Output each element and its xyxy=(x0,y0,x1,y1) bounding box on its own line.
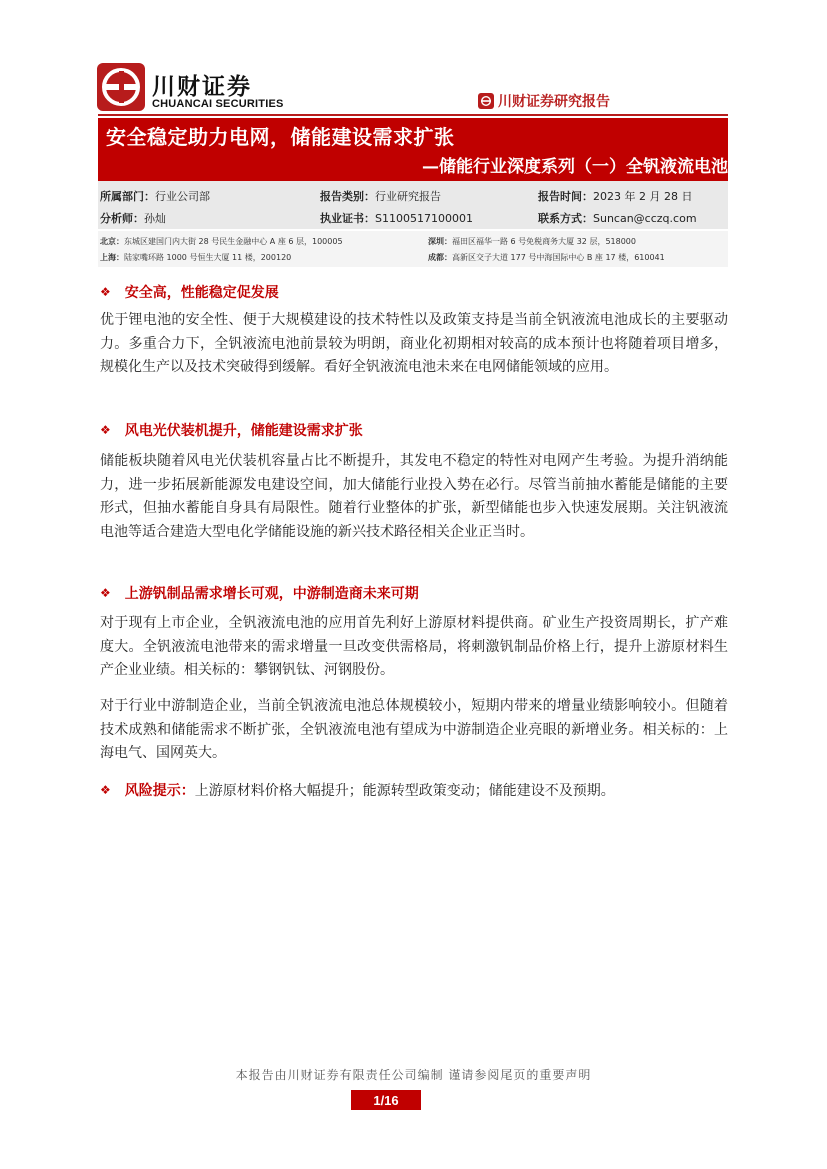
address-beijing xyxy=(100,236,343,247)
meta-dept xyxy=(100,188,210,204)
meta-contact-value: Suncan@cczq.com xyxy=(593,212,697,225)
report-subtitle: —储能行业深度系列（一）全钒液流电池 xyxy=(422,157,728,177)
company-name-cn: 川财证券 xyxy=(152,74,252,100)
meta-date-label: 报告时间： xyxy=(538,190,593,203)
address-shanghai-text: 陆家嘴环路 1000 号恒生大厦 11 楼，200120 xyxy=(124,253,292,262)
meta-date xyxy=(538,188,692,204)
address-beijing-text: 东城区建国门内大街 28 号民生金融中心 A 座 6 层，100005 xyxy=(124,237,343,246)
diamond-bullet-icon: ❖ xyxy=(100,285,111,299)
meta-type xyxy=(320,188,441,204)
meta-contact xyxy=(538,210,697,226)
meta-cert-label: 执业证书： xyxy=(320,212,375,225)
diamond-bullet-icon: ❖ xyxy=(100,423,111,437)
section-paragraph: 储能板块随着风电光伏装机容量占比不断提升，其发电不稳定的特性对电网产生考验。为提升消纳能力，进一步拓展新能源发电建设空间，加大储能行业投入势在必行。尽管当前抽水蓄能是储能的主要形式，但抽水蓄能自身具有局限性。随着行业整体的扩张，新型储能也步入快速发展期。关注钒液流电池等适合建造大型电化学储能设施的新兴技术路径相关企业正当时。 xyxy=(100,453,728,540)
meta-contact-label: 联系方式： xyxy=(538,212,593,225)
risk-heading xyxy=(100,780,615,800)
address-shenzhen-label: 深圳： xyxy=(428,237,452,246)
section-heading xyxy=(100,282,279,302)
diamond-bullet-icon: ❖ xyxy=(100,783,111,797)
meta-cert-value: S1100517100001 xyxy=(375,212,473,225)
meta-type-value: 行业研究报告 xyxy=(375,190,441,203)
page-number: 1/16 xyxy=(351,1090,421,1110)
section-paragraph: 对于现有上市企业，全钒液流电池的应用首先利好上游原材料提供商。矿业生产投资周期长，扩产难度大。全钒液流电池带来的需求增量一旦改变供需格局，将刺激钒制品价格上行，提升上游原材料生产企业业绩。相关标的：攀钢钒钛、河钢股份。 xyxy=(100,615,728,678)
address-shenzhen xyxy=(428,236,636,247)
company-name-en: CHUANCAI SECURITIES xyxy=(152,98,284,110)
meta-analyst xyxy=(100,210,166,226)
meta-dept-value: 行业公司部 xyxy=(155,190,210,203)
meta-analyst-value: 孙灿 xyxy=(144,212,166,225)
meta-cert xyxy=(320,210,473,226)
brand-logo-icon xyxy=(478,93,494,109)
address-beijing-label: 北京： xyxy=(100,237,124,246)
meta-analyst-label: 分析师： xyxy=(100,212,144,225)
address-chengdu xyxy=(428,252,665,263)
address-shanghai xyxy=(100,252,291,263)
footer-disclaimer: 本报告由川财证券有限责任公司编制 谨请参阅尾页的重要声明 xyxy=(235,1068,592,1082)
risk-text: 上游原材料价格大幅提升；能源转型政策变动；储能建设不及预期。 xyxy=(194,783,615,799)
header-divider xyxy=(98,114,728,116)
report-title: 安全稳定助力电网，储能建设需求扩张 xyxy=(106,125,455,149)
diamond-bullet-icon: ❖ xyxy=(100,586,111,600)
section-heading-text: 安全高，性能稳定促发展 xyxy=(124,285,279,301)
meta-dept-label: 所属部门： xyxy=(100,190,155,203)
section-paragraph: 优于锂电池的安全性、便于大规模建设的技术特性以及政策支持是当前全钒液流电池成长的主要驱动力。多重合力下，全钒液流电池前景较为明朗，商业化初期相对较高的成本预计也将随着项目增多，规模化生产以及技术突破得到缓解。看好全钒液流电池未来在电网储能领域的应用。 xyxy=(100,312,728,375)
meta-type-label: 报告类别： xyxy=(320,190,375,203)
address-chengdu-label: 成都： xyxy=(428,253,452,262)
section-heading-text: 上游钒制品需求增长可观，中游制造商未来可期 xyxy=(124,586,419,602)
address-chengdu-text: 高新区交子大道 177 号中海国际中心 B 座 17 楼，610041 xyxy=(452,253,665,262)
company-logo-icon xyxy=(97,63,145,111)
section-heading xyxy=(100,583,419,603)
section-heading xyxy=(100,420,363,440)
risk-label: 风险提示： xyxy=(124,783,195,799)
meta-date-value: 2023 年 2 月 28 日 xyxy=(593,190,693,203)
report-brand xyxy=(478,91,728,111)
report-brand-text: 川财证券研究报告 xyxy=(498,94,610,110)
section-paragraph: 对于行业中游制造企业，当前全钒液流电池总体规模较小，短期内带来的增量业绩影响较小。但随着技术成熟和储能需求不断扩张，全钒液流电池有望成为中游制造企业亮眼的新增业务。相关标的：上海电气、国网英大。 xyxy=(100,698,728,761)
address-shenzhen-text: 福田区福华一路 6 号免税商务大厦 32 层，518000 xyxy=(452,237,636,246)
address-shanghai-label: 上海： xyxy=(100,253,124,262)
section-heading-text: 风电光伏装机提升，储能建设需求扩张 xyxy=(124,423,363,439)
